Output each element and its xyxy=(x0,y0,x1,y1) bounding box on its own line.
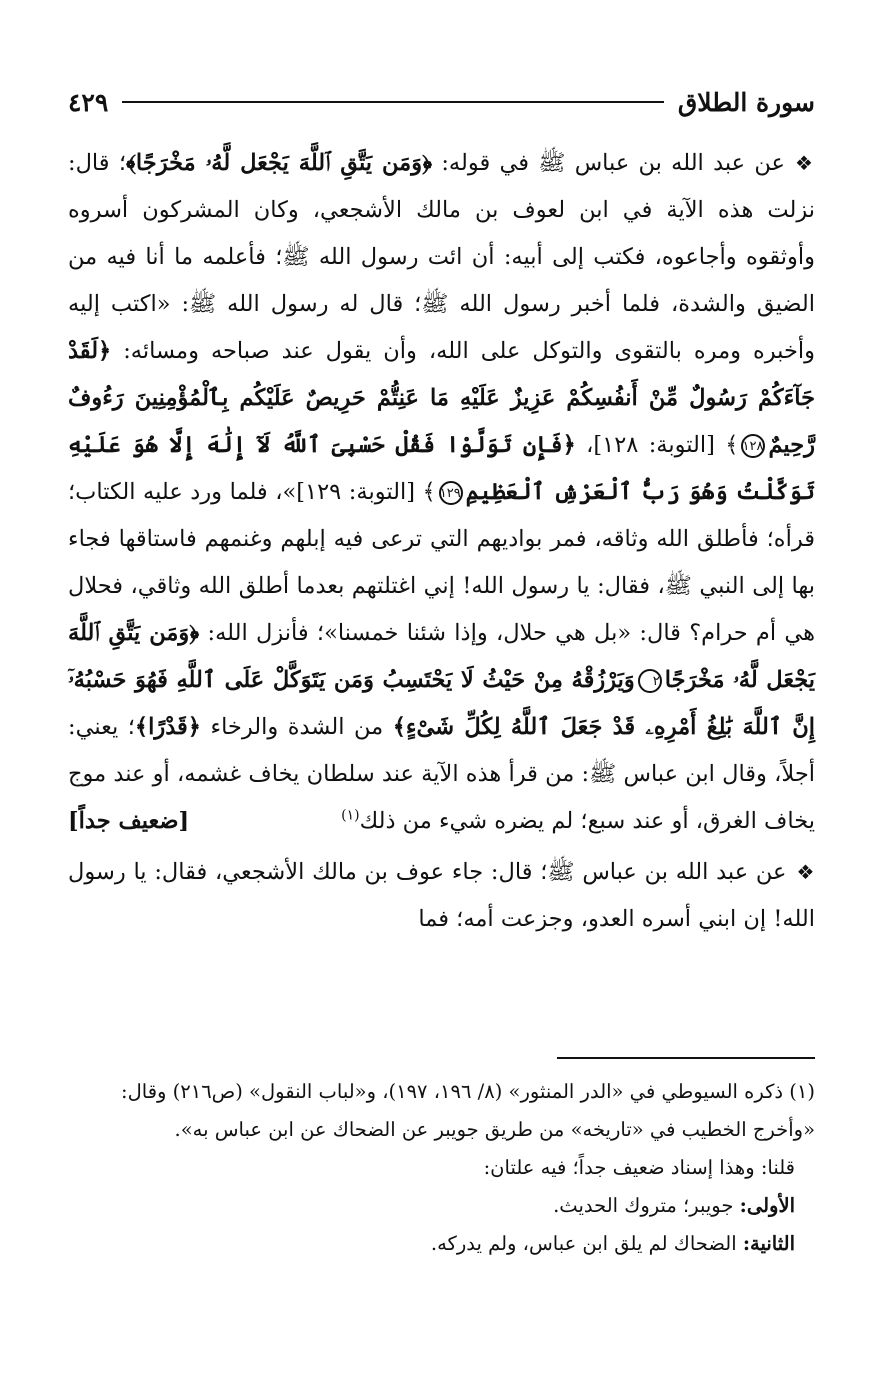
footnote-reason-2 xyxy=(68,1225,815,1263)
quran-verse: ﴿وَمَن يَتَّقِ ٱللَّهَ يَجْعَل لَّهُۥ مَخْرَجًا xyxy=(68,620,815,693)
hadith-text: ؛ يعني: أجلاً، وقال ابن عباس ﷺ: من قرأ هذه الآية عند سلطان يخاف غشمه، أو عند موج يخاف الغرق، أو عند سبع؛ لم يضره شيء من ذلك xyxy=(68,714,815,834)
verse-reference: ﴾ [التوبة: ١٢٨]، xyxy=(575,432,739,458)
star-bullet-icon: ❖ xyxy=(796,860,816,884)
hadith-text: عن عبد الله بن عباس ﷺ؛ قال: جاء عوف بن مالك الأشجعي، فقال: يا رسول الله! إن ابني أسره العدو، وجزعت أمه؛ فما xyxy=(68,859,815,932)
footnote-separator xyxy=(557,1057,815,1059)
surah-title: سورة الطلاق xyxy=(677,87,815,117)
footnote-comment: قلنا: وهذا إسناد ضعيف جداً؛ فيه علتان: xyxy=(483,1156,795,1179)
quran-verse: ﴿فَإِن تَوَلَّوْا فَقُلْ حَسْبِىَ ٱللَّهُ لَآ إِلَٰهَ إِلَّا هُوَ عَلَيْهِ تَوَكَّلْتُ وَهُوَ رَبُّ ٱلْعَرْشِ ٱلْعَظِيمِ xyxy=(68,432,815,505)
page-number: ٤٢٩ xyxy=(68,87,109,117)
quran-verse: ﴿وَمَن يَتَّقِ ٱللَّهَ يَجْعَل لَّهُۥ مَخْرَجًا﴾ xyxy=(125,150,433,176)
ayah-number-marker: ٢ xyxy=(638,669,662,693)
footnotes xyxy=(68,1073,815,1263)
main-text xyxy=(68,140,815,947)
hadith-text: ؛ قال: نزلت هذه الآية في ابن لعوف بن مالك الأشجعي، وكان المشركون أسروه وأوثقوه وأجاعوه، فكتب إلى أبيه: أن ائت رسول الله ﷺ؛ فأعلمه ما أنا فيه من الضيق والشدة، فلما أخبر رسول الله ﷺ؛ قال له رسول الله ﷺ: «اكتب إليه وأخبره ومره بالتقوى والتوكل على الله، وأن يقول عند صباحه ومسائه: xyxy=(68,150,815,364)
quran-verse: ﴿لَقَدْ جَآءَكُمْ رَسُولٌ مِّنْ أَنفُسِكُمْ عَزِيزٌ عَلَيْهِ مَا عَنِتُّمْ حَرِيصٌ عَلَيْكُم بِٱلْمُؤْمِنِينَ رَءُوفٌ رَّحِيمٌ xyxy=(68,338,815,458)
quran-verse: وَيَرْزُقْهُ مِنْ حَيْثُ لَا يَحْتَسِبُ وَمَن يَتَوَكَّلْ عَلَى ٱللَّهِ فَهُوَ حَسْبُهُۥٓ إِنَّ ٱللَّهَ بَٰلِغُ أَمْرِهِۦ قَدْ جَعَلَ ٱللَّهُ لِكُلِّ شَىْءٍ﴾ xyxy=(68,667,816,740)
header-rule xyxy=(122,101,664,103)
hadith-text: عن عبد الله بن عباس ﷺ في قوله: xyxy=(432,150,785,176)
ayah-number-marker: ١٢٩ xyxy=(439,481,463,505)
verse-reference: ﴾ [التوبة: ١٢٩]»، xyxy=(267,479,436,505)
hadith-paragraph-2 xyxy=(68,849,815,943)
reason-text: جويبر؛ متروك الحديث. xyxy=(553,1194,740,1217)
reason-label: الثانية: xyxy=(742,1232,795,1255)
ayah-number-marker: ١٢٨ xyxy=(741,434,765,458)
star-bullet-icon: ❖ xyxy=(794,151,815,175)
hadith-text: من الشدة والرخاء xyxy=(200,714,393,740)
quran-verse: ﴿قَدْرًا﴾ xyxy=(134,714,201,740)
page-header xyxy=(68,82,815,122)
hadith-grade: [ضعيف جداً] xyxy=(68,808,190,834)
footnote-marker: (١) xyxy=(341,807,360,824)
reason-text: الضحاك لم يلق ابن عباس، ولم يدركه. xyxy=(430,1232,743,1255)
reason-label: الأولى: xyxy=(739,1194,795,1217)
footnote-1: (١) ذكره السيوطي في «الدر المنثور» (٨/ ١٩٦، ١٩٧)، و«لباب النقول» (ص٢١٦) وقال: «وأخرج الخطيب في «تاريخه» من طريق جويبر عن الضحاك عن ابن عباس به». xyxy=(121,1080,815,1141)
hadith-text: فلما ورد عليه الكتاب؛ قرأه؛ فأطلق الله وثاقه، فمر بواديهم التي ترعى فيه إبلهم وغنمهم فاستاقها فجاء بها إلى النبي ﷺ، فقال: يا رسول الله! إني اغتلتهم بعدما أطلق الله وثاقي، فحلال هي أم حرام؟ قال: «بل هي حلال، وإذا شئنا خمسنا»؛ فأنزل الله: xyxy=(68,479,816,646)
hadith-paragraph-1 xyxy=(68,140,815,845)
footnote-reason-1 xyxy=(68,1187,815,1225)
